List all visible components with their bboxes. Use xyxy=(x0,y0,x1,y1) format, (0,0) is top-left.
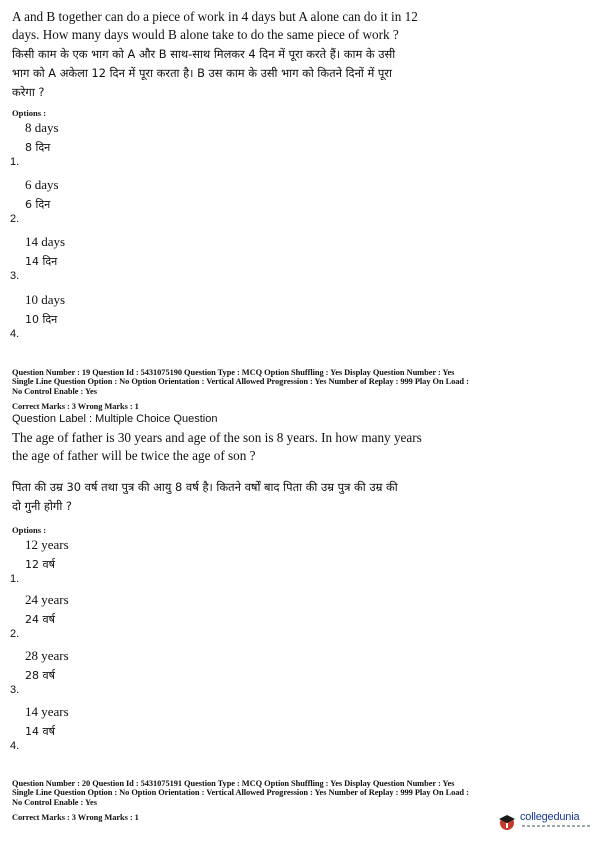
graduate-cap-icon xyxy=(497,812,517,832)
option-number: 4. xyxy=(10,328,20,340)
q19-question-en xyxy=(12,429,572,465)
option-number: 3. xyxy=(10,270,20,282)
option-number: 2. xyxy=(10,213,20,225)
q18-option-2[interactable] xyxy=(10,177,210,227)
option-text-hi: 6 दिन xyxy=(25,198,51,211)
q19-question-hi-line2: दो गुनी होगी ? xyxy=(12,499,72,513)
option-text-hi: 10 दिन xyxy=(25,313,58,326)
q19-question-hi xyxy=(12,478,578,516)
q20-meta-line2: Single Line Question Option : No Option Orientation : Vertical Allowed Progression : Yes Number of Replay : 999 Play On Load : xyxy=(12,788,469,798)
logo-wordmark: collegedunia xyxy=(520,811,580,823)
collegedunia-logo xyxy=(497,810,592,836)
q20-meta-line3: No Control Enable : Yes xyxy=(12,797,97,807)
q19-options-label: Options : xyxy=(12,525,47,535)
option-text-hi: 14 वर्ष xyxy=(25,725,55,738)
q19-option-1[interactable] xyxy=(10,537,210,587)
option-number: 2. xyxy=(10,628,20,640)
option-text-en: 8 days xyxy=(25,120,59,135)
option-text-en: 6 days xyxy=(25,177,59,192)
q19-marks: Correct Marks : 3 Wrong Marks : 1 xyxy=(12,402,139,411)
q19-question-hi-line1: पिता की उम्र 30 वर्ष तथा पुत्र की आयु 8 वर्ष है। कितने वर्षों बाद पिता की उम्र पुत्र की उम्र की xyxy=(12,480,398,494)
q19-question-en-line1: The age of father is 30 years and age of the son is 8 years. In how many years xyxy=(12,430,422,445)
option-text-hi: 28 वर्ष xyxy=(25,669,55,682)
option-text-en: 14 years xyxy=(25,704,69,719)
option-text-en: 14 days xyxy=(25,234,66,249)
q20-meta xyxy=(12,779,587,807)
q19-meta-line1: Question Number : 19 Question Id : 5431075190 Question Type : MCQ Option Shuffling : Yes Display Question Number : Yes xyxy=(12,368,455,377)
q18-option-1[interactable] xyxy=(10,120,210,170)
q18-question-hi-line2: भाग को A अकेला 12 दिन में पूरा करता है। B उस काम के उसी भाग को कितने दिनों में पूरा xyxy=(12,66,392,80)
q19-question-label: Question Label : Multiple Choice Question xyxy=(12,413,218,425)
q19-meta xyxy=(12,368,587,396)
option-text-en: 24 years xyxy=(25,592,69,607)
q19-question-en-line2: the age of father will be twice the age of son ? xyxy=(12,448,256,463)
q18-question-en xyxy=(12,8,572,44)
logo-tagline xyxy=(522,825,592,827)
option-text-en: 10 days xyxy=(25,292,66,307)
option-text-en: 12 years xyxy=(25,537,69,552)
option-number: 3. xyxy=(10,684,20,696)
q18-question-hi xyxy=(12,45,578,102)
q19-option-2[interactable] xyxy=(10,592,210,642)
q19-option-4[interactable] xyxy=(10,704,210,754)
option-text-hi: 14 दिन xyxy=(25,255,58,268)
option-text-hi: 24 वर्ष xyxy=(25,613,55,626)
option-number: 1. xyxy=(10,573,20,585)
q20-marks: Correct Marks : 3 Wrong Marks : 1 xyxy=(12,813,139,822)
option-number: 4. xyxy=(10,740,20,752)
q18-option-3[interactable] xyxy=(10,234,210,284)
q19-option-3[interactable] xyxy=(10,648,210,698)
q18-question-en-line2: days. How many days would B alone take to do the same piece of work ? xyxy=(12,27,399,42)
q18-question-hi-line3: करेगा ? xyxy=(12,85,45,99)
q18-option-4[interactable] xyxy=(10,292,210,342)
option-text-hi: 12 वर्ष xyxy=(25,558,55,571)
q18-options-label: Options : xyxy=(12,108,47,118)
q19-meta-line3: No Control Enable : Yes xyxy=(12,386,97,396)
q18-question-en-line1: A and B together can do a piece of work in 4 days but A alone can do it in 12 xyxy=(12,9,418,24)
q20-meta-line1: Question Number : 20 Question Id : 5431075191 Question Type : MCQ Option Shuffling : Yes Display Question Number : Yes xyxy=(12,779,455,788)
q18-question-hi-line1: किसी काम के एक भाग को A और B साथ-साथ मिलकर 4 दिन में पूरा करते हैं। काम के उसी xyxy=(12,47,396,61)
option-number: 1. xyxy=(10,156,20,168)
option-text-en: 28 years xyxy=(25,648,69,663)
option-text-hi: 8 दिन xyxy=(25,141,51,154)
q19-meta-line2: Single Line Question Option : No Option Orientation : Vertical Allowed Progression : Yes Number of Replay : 999 Play On Load : xyxy=(12,377,469,387)
